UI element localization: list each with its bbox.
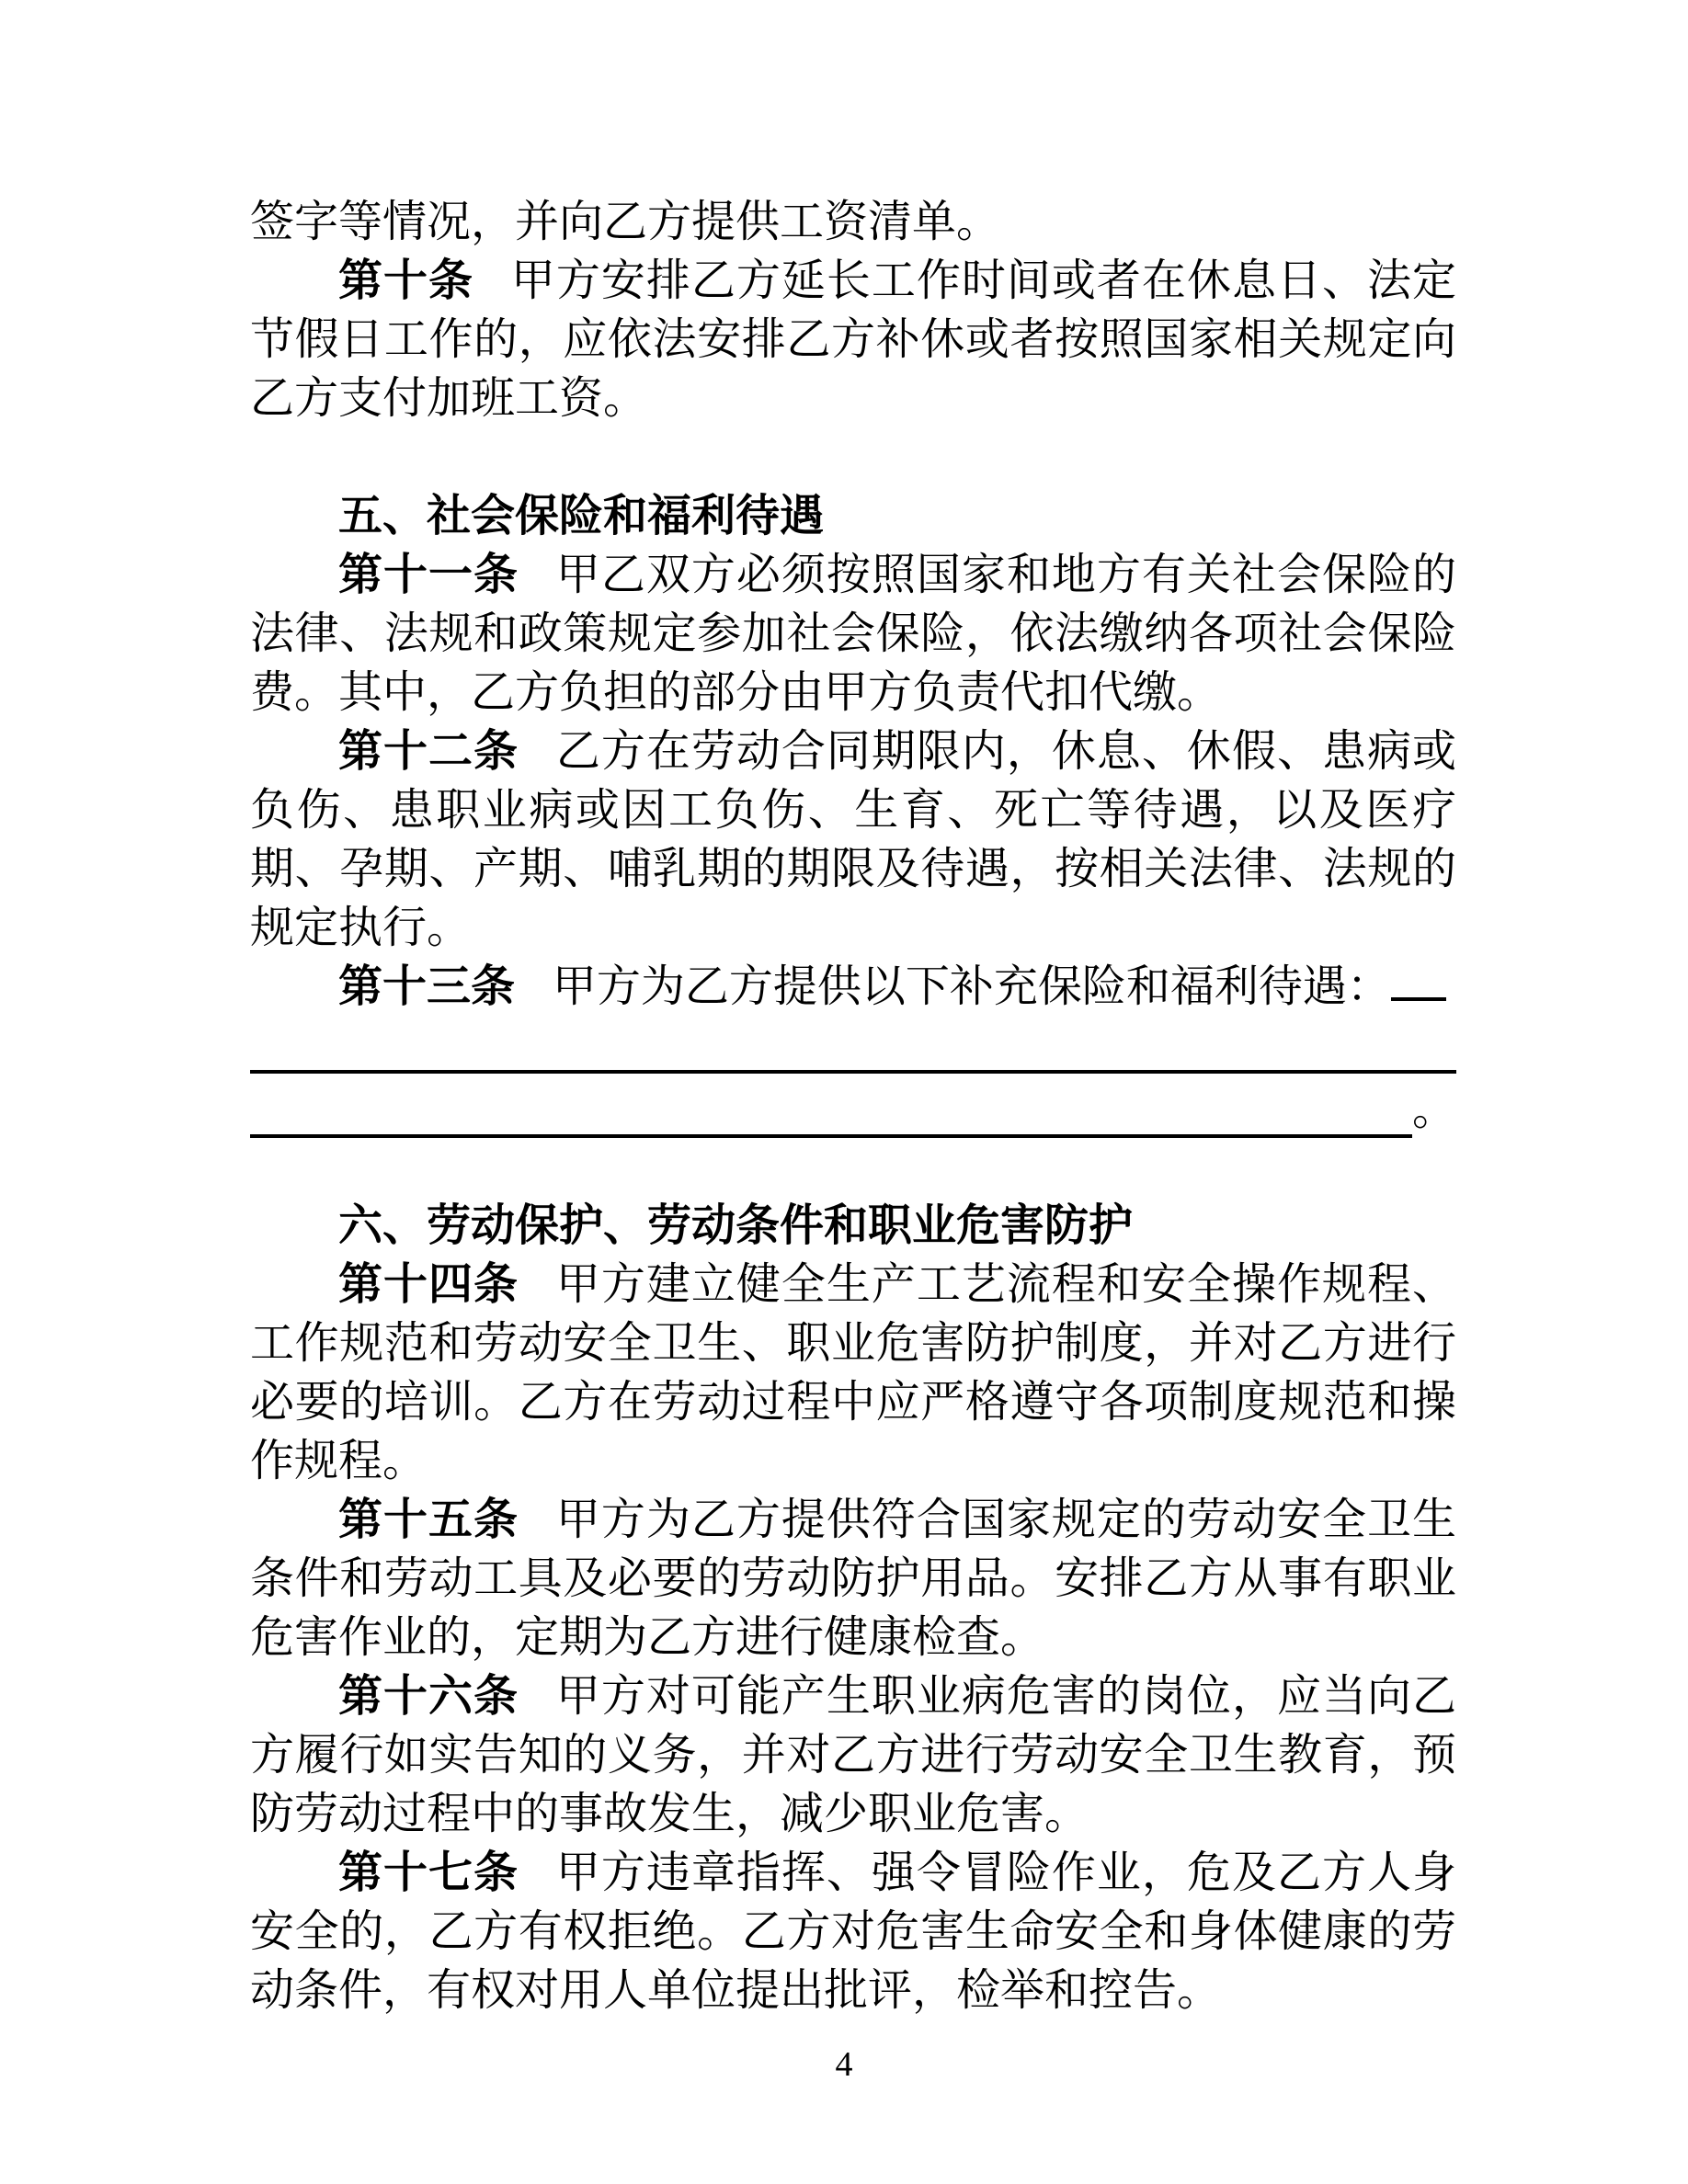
clause-term: 第十三条 bbox=[338, 962, 516, 1011]
paragraph-text: 签字等情况，并向乙方提供工资清单。 bbox=[250, 198, 1001, 246]
fill-in-blank-rule bbox=[250, 1083, 1412, 1138]
fill-in-blank-line bbox=[250, 1017, 1456, 1074]
clause-term: 第十六条 bbox=[338, 1672, 519, 1721]
page-footer bbox=[0, 2042, 1688, 2087]
clause-article-11 bbox=[250, 546, 1456, 722]
page-number: 4 bbox=[835, 2045, 853, 2084]
section-heading-6: 六、劳动保护、劳动条件和职业危害防护 bbox=[338, 1201, 1134, 1250]
clause-text: 甲方对可能产生职业病危害的岗位，应当向乙方履行如实告知的义务，并对乙方进行劳动安全卫生教育，预防劳动过程中的事故发生，减少职业危害。 bbox=[250, 1672, 1456, 1838]
clause-article-14 bbox=[250, 1256, 1456, 1491]
clause-text: 甲方为乙方提供以下补充保险和福利待遇： bbox=[552, 962, 1391, 1011]
blank-line-period: 。 bbox=[1411, 1086, 1456, 1134]
clause-term: 第十二条 bbox=[338, 727, 519, 776]
clause-text: 甲乙双方必须按照国家和地方有关社会保险的法律、法规和政策规定参加社会保险，依法缴纳各项社会保险费。其中，乙方负担的部分由甲方负责代扣代缴。 bbox=[250, 551, 1456, 717]
clause-text: 甲方安排乙方延长工作时间或者在休息日、法定节假日工作的，应依法安排乙方补休或者按照国家相关规定向乙方支付加班工资。 bbox=[250, 256, 1456, 423]
clause-text: 甲方为乙方提供符合国家规定的劳动安全卫生条件和劳动工具及必要的劳动防护用品。安排乙方从事有职业危害作业的，定期为乙方进行健康检查。 bbox=[250, 1496, 1456, 1662]
clause-term: 第十七条 bbox=[338, 1848, 519, 1897]
clause-article-12 bbox=[250, 722, 1456, 958]
section-heading-5: 五、社会保险和福利待遇 bbox=[338, 492, 825, 540]
clause-article-16 bbox=[250, 1667, 1456, 1844]
clause-term: 第十条 bbox=[338, 256, 474, 305]
clause-term: 第十一条 bbox=[338, 551, 519, 599]
clause-article-15 bbox=[250, 1491, 1456, 1667]
fill-in-blank-line-with-period bbox=[250, 1079, 1456, 1138]
clause-text: 甲方违章指挥、强令冒险作业，危及乙方人身安全的，乙方有权拒绝。乙方对危害生命安全和身体健康的劳动条件，有权对用人单位提出批评，检举和控告。 bbox=[250, 1848, 1456, 2015]
fill-in-blank-short bbox=[1391, 966, 1446, 1001]
clause-text: 乙方在劳动合同期限内，休息、休假、患病或负伤、患职业病或因工负伤、生育、死亡等待遇，以及医疗期、孕期、产期、哺乳期的期限及待遇，按相关法律、法规的规定执行。 bbox=[250, 727, 1456, 952]
clause-term: 第十五条 bbox=[338, 1496, 519, 1544]
paragraph-continued bbox=[250, 193, 1456, 252]
clause-text: 甲方建立健全生产工艺流程和安全操作规程、工作规范和劳动安全卫生、职业危害防护制度，并对乙方进行必要的培训。乙方在劳动过程中应严格遵守各项制度规范和操作规程。 bbox=[250, 1260, 1456, 1485]
clause-term: 第十四条 bbox=[338, 1260, 519, 1309]
clause-article-13 bbox=[250, 958, 1456, 1017]
contract-body bbox=[250, 193, 1456, 2020]
clause-article-10 bbox=[250, 252, 1456, 428]
clause-article-17 bbox=[250, 1844, 1456, 2020]
